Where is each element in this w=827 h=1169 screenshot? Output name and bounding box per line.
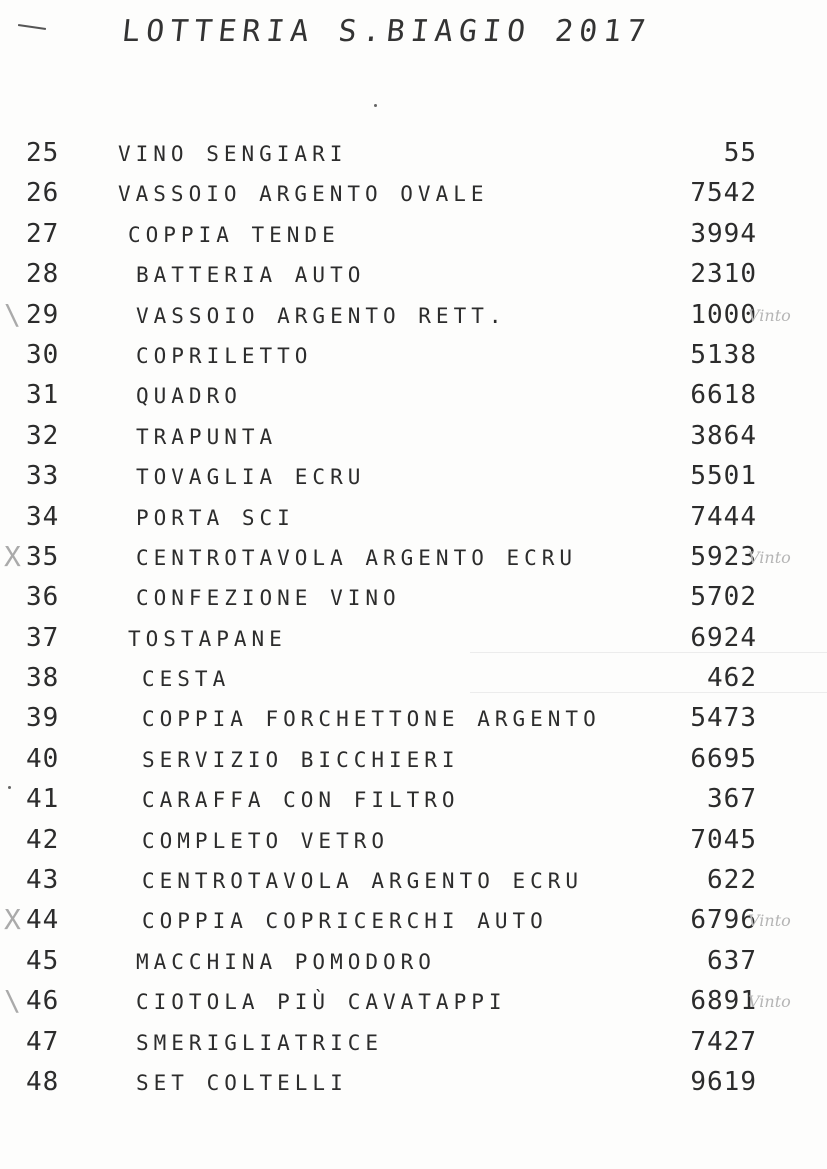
prize-name: BATTERIA AUTO	[136, 263, 366, 288]
ticket-number: 25	[26, 138, 60, 168]
winning-ticket: 9619	[690, 1066, 757, 1097]
winning-ticket: 637	[707, 945, 757, 976]
prize-row	[0, 982, 827, 1022]
ticket-number: 28	[26, 259, 60, 290]
winning-ticket: 7427	[690, 1026, 757, 1057]
prize-name: TOVAGLIA ECRU	[136, 465, 366, 490]
won-note: Vinto	[748, 305, 791, 325]
prize-name: VASSOIO ARGENTO OVALE	[118, 182, 489, 207]
pen-stroke-mark	[18, 24, 46, 30]
prize-row	[0, 659, 827, 699]
prize-row	[0, 538, 827, 578]
ticket-number: 47	[26, 1026, 60, 1057]
page-title: LOTTERIA S.BIAGIO 2017	[120, 14, 654, 49]
prize-row	[0, 1063, 827, 1103]
winning-ticket: 462	[707, 663, 757, 694]
ticket-number: 42	[26, 824, 60, 855]
prize-name: CENTROTAVOLA ARGENTO ECRU	[136, 545, 578, 570]
prize-row	[0, 255, 827, 295]
ticket-number: 35	[26, 541, 60, 572]
prize-row	[0, 861, 827, 901]
prize-name: VINO SENGIARI	[118, 142, 348, 166]
prize-name: CONFEZIONE VINO	[136, 586, 401, 611]
ticket-number: 26	[26, 178, 60, 209]
winning-ticket: 367	[707, 784, 757, 815]
winning-ticket: 6891	[690, 986, 757, 1017]
ticket-number: 33	[26, 461, 60, 492]
ticket-number: 41	[26, 784, 60, 815]
prize-name: COPPIA COPRICERCHI AUTO	[142, 909, 548, 934]
winning-ticket: 6695	[690, 743, 757, 774]
ticket-number: 30	[26, 339, 60, 370]
winning-ticket: 6618	[690, 380, 757, 411]
ticket-number: 40	[26, 743, 60, 774]
prize-name: COMPLETO VETRO	[142, 828, 390, 853]
prize-row	[0, 780, 827, 820]
check-mark: \	[4, 984, 21, 1018]
ticket-number: 37	[26, 622, 60, 653]
prize-name: SMERIGLIATRICE	[136, 1030, 384, 1055]
winning-ticket: 5501	[690, 461, 757, 492]
prize-name: COPPIA FORCHETTONE ARGENTO	[142, 707, 601, 732]
prize-name: CESTA	[142, 667, 231, 692]
prize-row	[0, 619, 827, 659]
check-mark: X	[4, 539, 21, 573]
winning-ticket: 6924	[690, 622, 757, 653]
prize-row	[0, 821, 827, 861]
prize-row	[0, 376, 827, 416]
winning-ticket: 622	[707, 865, 757, 896]
prize-row	[0, 1023, 827, 1063]
prize-name: PORTA SCI	[136, 505, 295, 530]
winning-ticket: 7045	[690, 824, 757, 855]
winning-ticket: 5473	[690, 703, 757, 734]
prize-name: MACCHINA POMODORO	[136, 949, 436, 974]
ticket-number: 46	[26, 986, 60, 1017]
won-note: Vinto	[748, 992, 791, 1012]
prize-name: QUADRO	[136, 384, 242, 409]
ticket-number: 44	[26, 905, 60, 936]
prize-name: VASSOIO ARGENTO RETT.	[136, 303, 507, 328]
prize-row	[0, 336, 827, 376]
winning-ticket: 3994	[690, 218, 757, 249]
prize-row	[0, 296, 827, 336]
prize-list	[0, 134, 827, 1103]
prize-name: CENTROTAVOLA ARGENTO ECRU	[142, 869, 584, 894]
prize-row	[0, 699, 827, 739]
prize-name: CIOTOLA PIÙ CAVATAPPI	[136, 990, 507, 1015]
ticket-number: 32	[26, 420, 60, 451]
ticket-number: 45	[26, 945, 60, 976]
prize-row	[0, 215, 827, 255]
winning-ticket: 7542	[690, 178, 757, 209]
winning-ticket: 3864	[690, 420, 757, 451]
ticket-number: 31	[26, 380, 60, 411]
ticket-number: 48	[26, 1066, 60, 1097]
prize-name: COPPIA TENDE	[128, 222, 340, 247]
prize-row	[0, 174, 827, 214]
winning-ticket: 1000	[690, 299, 757, 330]
prize-row	[0, 901, 827, 941]
winning-ticket: 5923	[690, 541, 757, 572]
won-note: Vinto	[748, 547, 791, 567]
ticket-number: 36	[26, 582, 60, 613]
won-note: Vinto	[748, 911, 791, 931]
check-mark: \	[4, 297, 21, 331]
winning-ticket: 7444	[690, 501, 757, 532]
prize-name: SET COLTELLI	[136, 1070, 348, 1095]
prize-row	[0, 740, 827, 780]
ticket-number: 39	[26, 703, 60, 734]
ticket-number: 38	[26, 663, 60, 694]
ticket-number: 43	[26, 865, 60, 896]
prize-name: SERVIZIO BICCHIERI	[142, 747, 460, 772]
prize-row	[0, 134, 827, 174]
prize-row	[0, 417, 827, 457]
prize-row	[0, 578, 827, 618]
prize-name: CARAFFA CON FILTRO	[142, 788, 460, 813]
winning-ticket: 5702	[690, 582, 757, 613]
winning-ticket: 6796	[690, 905, 757, 936]
prize-row	[0, 498, 827, 538]
prize-name: TRAPUNTA	[136, 424, 278, 449]
winning-ticket: 5138	[690, 339, 757, 370]
winning-ticket: 55	[723, 138, 757, 168]
check-mark: X	[4, 903, 21, 937]
prize-row	[0, 457, 827, 497]
ink-dot	[374, 104, 377, 107]
ticket-number: 34	[26, 501, 60, 532]
winning-ticket: 2310	[690, 259, 757, 290]
prize-row	[0, 942, 827, 982]
ticket-number: 29	[26, 299, 60, 330]
prize-name: COPRILETTO	[136, 343, 313, 368]
prize-name: TOSTAPANE	[128, 626, 287, 651]
ticket-number: 27	[26, 218, 60, 249]
